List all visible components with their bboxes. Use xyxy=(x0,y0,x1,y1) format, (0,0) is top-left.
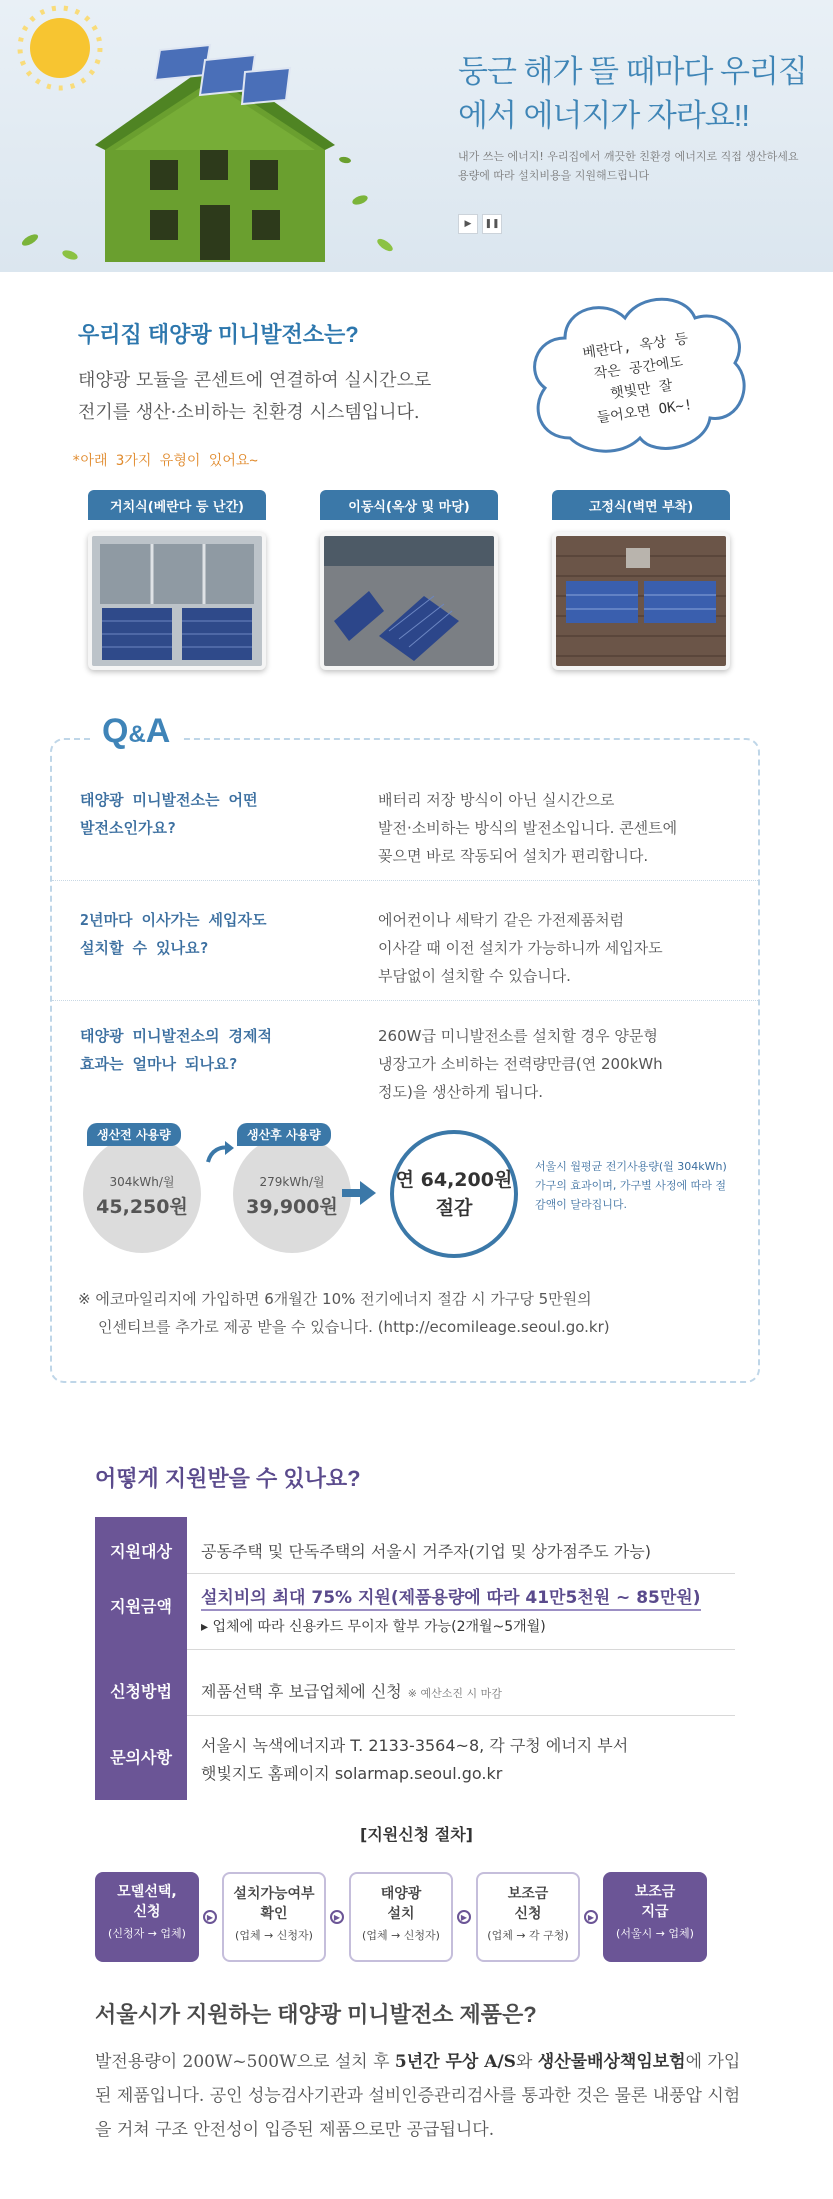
value-target: 공동주택 및 단독주택의 서울시 거주자(기업 및 상가점주도 가능) xyxy=(201,1542,651,1561)
usage-before xyxy=(83,1128,201,1253)
step-line2: 지급 xyxy=(641,1904,669,1920)
step-sub: (신청자 → 업체) xyxy=(108,1927,186,1940)
process-title: [지원신청 절차] xyxy=(360,1825,473,1844)
step-line2: 확인 xyxy=(260,1906,288,1922)
qa-logo-q: Q xyxy=(102,712,129,750)
type-label: 고정식(벽면 부착) xyxy=(552,490,730,520)
qa-a3-line1: 260W급 미니발전소를 설치할 경우 양문형 xyxy=(378,1027,658,1045)
cloud-line3: 햇빛만 잘 xyxy=(609,377,674,403)
qa-a3-line3: 정도)을 생산하게 됩니다. xyxy=(378,1083,544,1101)
contact-line2: 햇빛지도 홈페이지 solarmap.seoul.go.kr xyxy=(201,1764,503,1783)
step-arrow-icon: ▶ xyxy=(584,1910,598,1924)
types-note: *아래 3가지 유형이 있어요~ xyxy=(72,453,258,469)
type-label: 거치식(베란다 등 난간) xyxy=(88,490,266,520)
step-line1: 모델선택, xyxy=(117,1884,177,1900)
value-amount-sub: ▸ 업체에 따라 신용카드 무이자 할부 가능(2개월~5개월) xyxy=(201,1619,546,1635)
slide-controls xyxy=(458,214,502,234)
step-sub: (업체 → 신청자) xyxy=(235,1929,313,1942)
qa-a1-line2: 발전·소비하는 방식의 발전소입니다. 콘센트에 xyxy=(378,819,678,837)
intro-desc-line1: 태양광 모듈을 콘센트에 연결하여 실시간으로 xyxy=(78,370,432,391)
contact-line1: 서울시 녹색에너지과 T. 2133-3564~8, 각 구청 에너지 부서 xyxy=(201,1736,629,1755)
saving-label: 절감 xyxy=(435,1197,473,1219)
product-description xyxy=(95,2045,745,2147)
rooftop-solar-photo xyxy=(320,532,498,670)
play-button[interactable] xyxy=(458,214,478,234)
saving-circle xyxy=(390,1130,518,1258)
product-text-2: 와 xyxy=(515,2052,538,2072)
usage-after-won: 39,900원 xyxy=(246,1196,338,1218)
process-step-1 xyxy=(95,1872,199,1962)
product-text-1: 발전용량이 200W~500W으로 설치 후 xyxy=(95,2052,395,2072)
sun-icon xyxy=(20,8,100,88)
usage-before-tag: 생산전 사용량 xyxy=(87,1123,181,1146)
row-divider xyxy=(187,1649,735,1650)
qa-q2-line1: 2년마다 이사가는 세입자도 xyxy=(80,911,267,929)
qa-answer-1 xyxy=(378,786,677,870)
step-line2: 신청 xyxy=(133,1904,161,1920)
label-contact: 문의사항 xyxy=(110,1748,172,1767)
curved-arrow-icon xyxy=(205,1140,235,1166)
hero-desc-line2: 용량에 따라 설치비용을 지원해드립니다 xyxy=(458,169,650,182)
type-label: 이동식(옥상 및 마당) xyxy=(320,490,498,520)
qa-divider xyxy=(52,1000,758,1001)
qa-q3-line1: 태양광 미니발전소의 경제적 xyxy=(80,1027,272,1045)
label-apply: 신청방법 xyxy=(110,1682,172,1701)
qa-question-3 xyxy=(80,1022,272,1078)
cloud-line4: 들어오면 OK~! xyxy=(595,397,694,427)
pause-button[interactable] xyxy=(482,214,502,234)
intro-desc-line2: 전기를 생산·소비하는 친환경 시스템입니다. xyxy=(78,402,420,423)
type-card-mobile xyxy=(320,490,498,670)
saving-note-line3: 감액이 달라집니다. xyxy=(535,1198,628,1211)
qa-a1-line1: 배터리 저장 방식이 아닌 실시간으로 xyxy=(378,791,615,809)
usage-before-won: 45,250원 xyxy=(96,1196,188,1218)
step-arrow-icon: ▶ xyxy=(457,1910,471,1924)
product-text-3: 에 가입된 제품입니다. 공인 성능검사기관과 설비인증관리검사를 통과한 것은 물론 내풍압 시험을 거쳐 구조 안전성이 입증된 제품으로만 공급됩니다. xyxy=(95,2052,741,2140)
play-icon: ▶ xyxy=(464,219,472,229)
step-line1: 태양광 xyxy=(380,1886,422,1902)
grass-house-illustration xyxy=(0,0,430,272)
label-target: 지원대상 xyxy=(110,1542,172,1561)
wall-solar-photo xyxy=(552,532,730,670)
step-arrow-icon: ▶ xyxy=(330,1910,344,1924)
row-divider xyxy=(187,1573,735,1574)
usage-after-tag: 생산후 사용량 xyxy=(237,1123,331,1146)
product-highlight-insurance: 생산물배상책임보험 xyxy=(537,2052,686,2072)
saving-amount: 연 64,200원 xyxy=(395,1169,513,1191)
value-contact xyxy=(201,1732,628,1788)
qa-a1-line3: 꽂으면 바로 작동되어 설치가 편리합니다. xyxy=(378,847,649,865)
cloud-line1: 베란다, 옥상 등 xyxy=(581,330,690,362)
qa-question-2 xyxy=(80,906,266,962)
product-title: 서울시가 지원하는 태양광 미니발전소 제품은? xyxy=(95,2002,537,2027)
qa-answer-3 xyxy=(378,1022,663,1106)
arrow-right-icon xyxy=(342,1181,378,1205)
qa-q1-line2: 발전소인가요? xyxy=(80,819,176,837)
product-highlight-as: 5년간 무상 A/S xyxy=(394,2052,516,2072)
qa-q1-line1: 태양광 미니발전소는 어떤 xyxy=(80,791,258,809)
cloud-line2: 작은 공간에도 xyxy=(592,353,684,383)
hero-description xyxy=(458,147,799,185)
qa-q2-line2: 설치할 수 있나요? xyxy=(80,939,209,957)
value-apply xyxy=(201,1679,502,1702)
step-sub: (업체 → 신청자) xyxy=(362,1929,440,1942)
hero-title xyxy=(458,50,807,138)
step-sub: (서울시 → 업체) xyxy=(616,1927,694,1940)
saving-note-line2: 가구의 효과이며, 가구별 사정에 따라 절 xyxy=(535,1179,726,1192)
value-amount: 설치비의 최대 75% 지원(제품용량에 따라 41만5천원 ~ 85만원) xyxy=(201,1583,701,1611)
apply-text: 제품선택 후 보급업체에 신청 xyxy=(201,1682,402,1701)
step-line1: 설치가능여부 xyxy=(233,1886,315,1902)
step-line2: 신청 xyxy=(514,1906,542,1922)
step-arrow-icon: ▶ xyxy=(203,1910,217,1924)
hero-banner xyxy=(0,0,833,272)
row-divider xyxy=(187,1715,735,1716)
qa-question-1 xyxy=(80,786,257,842)
qa-a2-line1: 에어컨이나 세탁기 같은 가전제품처럼 xyxy=(378,911,625,929)
qa-a3-line2: 냉장고가 소비하는 전력량만큼(연 200kWh xyxy=(378,1055,663,1073)
apply-note: ※ 예산소진 시 마감 xyxy=(407,1687,502,1700)
hero-title-line1: 둥근 해가 뜰 때마다 우리집 xyxy=(458,54,807,89)
qa-answer-2 xyxy=(378,906,663,990)
qa-logo-a: A xyxy=(145,712,171,750)
intro-description xyxy=(78,365,431,429)
saving-note xyxy=(535,1157,727,1214)
ecomileage-line1: ※ 에코마일리지에 가입하면 6개월간 10% 전기에너지 절감 시 가구당 5만원의 xyxy=(78,1290,592,1308)
qa-logo-amp: & xyxy=(128,721,146,748)
qa-divider xyxy=(52,880,758,881)
saving-note-line1: 서울시 월평균 전기사용량(월 304kWh) xyxy=(535,1160,727,1173)
pause-icon: ❚❚ xyxy=(484,219,500,229)
intro-title: 우리집 태양광 미니발전소는? xyxy=(78,322,359,347)
step-line2: 설치 xyxy=(387,1906,415,1922)
label-amount: 지원금액 xyxy=(110,1597,172,1616)
ecomileage-line2: 인센티브를 추가로 제공 받을 수 있습니다. (http://ecomileage.seoul.go.kr) xyxy=(98,1318,610,1336)
step-sub: (업체 → 각 구청) xyxy=(487,1929,569,1942)
railing-solar-photo xyxy=(88,532,266,670)
type-card-railing xyxy=(88,490,266,670)
hero-desc-line1: 내가 쓰는 에너지! 우리집에서 깨끗한 친환경 에너지로 직접 생산하세요 xyxy=(458,150,799,163)
process-step-5 xyxy=(603,1872,707,1962)
qa-q3-line2: 효과는 얼마나 되나요? xyxy=(80,1055,238,1073)
process-step-3 xyxy=(349,1872,453,1962)
usage-after xyxy=(233,1128,351,1253)
usage-before-kwh: 304kWh/월 xyxy=(109,1175,175,1189)
hero-title-line2: 에서 에너지가 자라요!! xyxy=(458,98,749,133)
type-card-fixed xyxy=(552,490,730,670)
support-title: 어떻게 지원받을 수 있나요? xyxy=(95,1466,361,1491)
process-step-2 xyxy=(222,1872,326,1962)
support-table xyxy=(95,1517,735,1800)
process-step-4 xyxy=(476,1872,580,1962)
step-line1: 보조금 xyxy=(507,1886,549,1902)
ecomileage-note xyxy=(78,1285,610,1341)
qa-a2-line3: 부담없이 설치할 수 있습니다. xyxy=(378,967,571,985)
usage-after-kwh: 279kWh/월 xyxy=(259,1175,325,1189)
qa-a2-line2: 이사갈 때 이전 설치가 가능하니까 세입자도 xyxy=(378,939,663,957)
qa-logo xyxy=(90,712,182,751)
step-line1: 보조금 xyxy=(634,1884,676,1900)
